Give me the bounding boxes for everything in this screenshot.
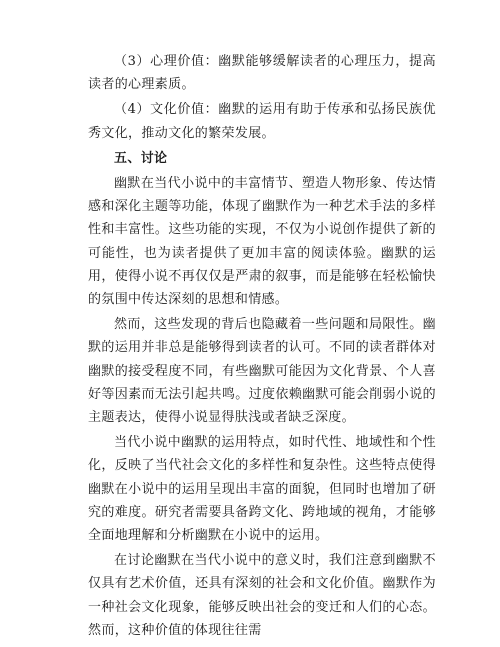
paragraph-discussion-limitations: 然而，这些发现的背后也隐藏着一些问题和局限性。幽默的运用并非总是能够得到读者的认可。不同的读者群体对幽默的接受程度不同，有些幽默可能因为文化背景、个人喜好等因素而无法引起共鸣。过度依赖幽默可能会削弱小说的主题表达，使得小说显得肤浅或者缺乏深度。 (88, 317, 436, 426)
section-heading-discussion: 五、讨论 (114, 150, 168, 166)
paragraph-discussion-functions: 幽默在当代小说中的丰富情节、塑造人物形象、传达情感和深化主题等功能，体现了幽默作为一种艺术手法的多样性和丰富性。这些功能的实现，不仅为小说创作提供了新的可能性，也为读者提供了更加丰富的阅读体验。幽默的运用，使得小说不再仅仅是严肃的叙事，而是能够在轻松愉快的氛围中传达深刻的思想和情感。 (88, 176, 436, 308)
paragraph-psychological-value: （3）心理价值：幽默能够缓解读者的心理压力，提高读者的心理素质。 (88, 54, 436, 93)
paragraph-discussion-features: 当代小说中幽默的运用特点，如时代性、地域性和个性化，反映了当代社会文化的多样性和复杂性。这些特点使得幽默在小说中的运用呈现出丰富的面貌，但同时也增加了研究的难度。研究者需要具备跨文化、跨地域的视角，才能够全面地理解和分析幽默在小说中的运用。 (88, 435, 436, 544)
paragraph-cultural-value: （4）文化价值：幽默的运用有助于传承和弘扬民族优秀文化，推动文化的繁荣发展。 (88, 102, 436, 141)
paragraph-discussion-significance: 在讨论幽默在当代小说中的意义时，我们注意到幽默不仅具有艺术价值，还具有深刻的社会和文化价值。幽默作为一种社会文化现象，能够反映出社会的变迁和人们的心态。然而，这种价值的体现往往需 (88, 553, 436, 638)
